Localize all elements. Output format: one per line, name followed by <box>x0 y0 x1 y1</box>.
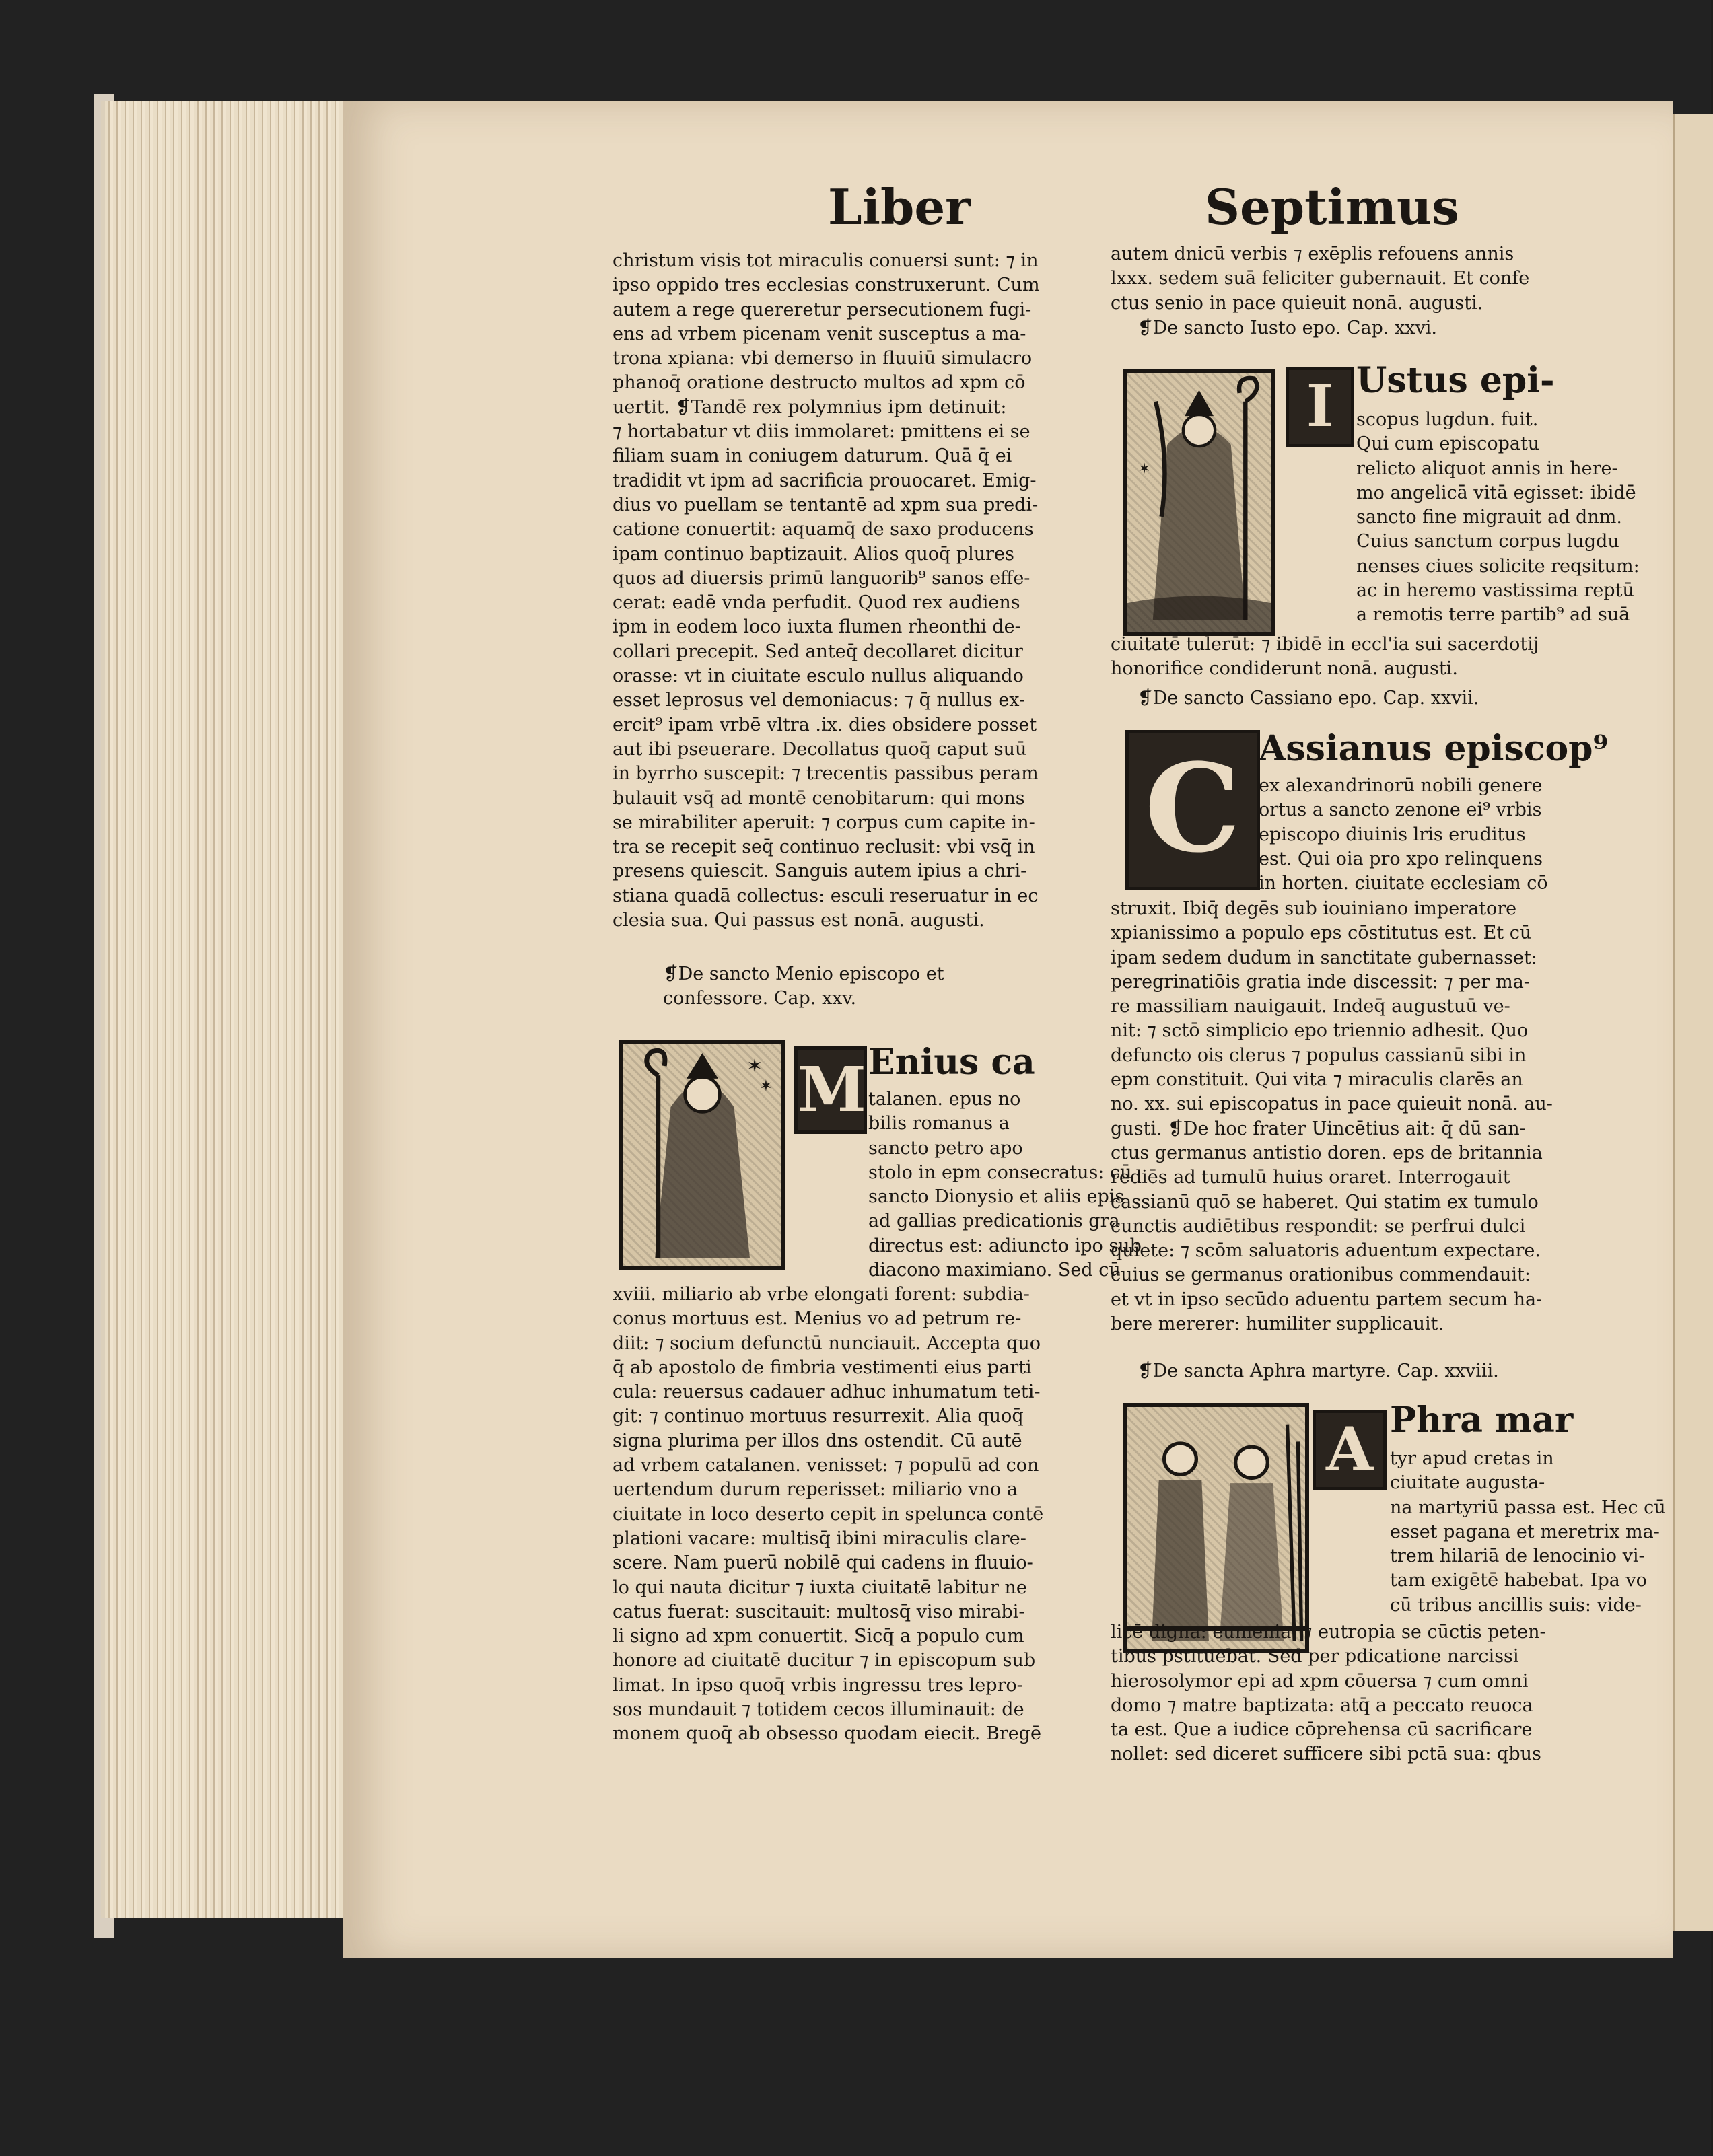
text-line: conus mortuus est. Menius vo ad petrum re- <box>613 1308 1022 1330</box>
woodcut-bishop-menius <box>619 1040 785 1270</box>
text-line: ipm in eodem loco iuxta flumen rheonthi de- <box>613 616 1021 638</box>
text-line: bere mererer: humiliter supplicauit. <box>1111 1314 1444 1335</box>
text-line: uertendum durum reperisset: miliario vno a <box>613 1479 1018 1501</box>
text-line: a remotis terre partib⁹ ad suā <box>1356 604 1630 626</box>
text-line: stiana quadā collectus: esculi reseruatur in ec <box>613 885 1039 906</box>
text-line: sancto fine migrauit ad dnm. <box>1356 507 1622 528</box>
text-line: dius vo puellam se tentantē ad xpm sua predi- <box>613 494 1039 515</box>
text-line: relicto aliquot annis in here- <box>1356 458 1618 479</box>
right-column-text-after-iustus <box>1111 633 1592 682</box>
text-line: epm constituit. Qui vita ⁊ miraculis clarēs an <box>1111 1069 1523 1091</box>
text-line: domo ⁊ matre baptizata: atq̄ a peccato reuoca <box>1111 1694 1533 1716</box>
text-line: stolo in epm consecratus: cū <box>868 1161 1132 1183</box>
text-line: uertit. ❡Tandē rex polymnius ipm detinuit: <box>613 396 1007 418</box>
text-line: cuius se germanus orationibus commendauit: <box>1111 1264 1531 1286</box>
facing-page-edge <box>1673 114 1713 1931</box>
menius-opening: Enius ca <box>868 1042 1035 1083</box>
text-line: catione conuertit: aquamq̄ de saxo producens <box>613 519 1034 540</box>
text-line: tra se recepit seq̄ continuo reclusit: vbi vsq̄ in <box>613 836 1035 858</box>
text-line: ac in heremo vastissima reptū <box>1356 580 1634 602</box>
initial-a: A <box>1313 1410 1387 1490</box>
text-line: Cuius sanctum corpus lugdu <box>1356 531 1619 552</box>
text-line: defuncto ois clerus ⁊ populus cassianū sibi in <box>1111 1044 1527 1066</box>
text-line: autem a rege quereretur persecutionem fugi- <box>613 299 1032 320</box>
text-line: rediēs ad tumulū huius oraret. Interrogauit <box>1111 1167 1510 1188</box>
text-line: orasse: vt in ciuitate esculo nullus aliquando <box>613 666 1024 687</box>
text-line: ortus a sancto zenone ei⁹ vrbis <box>1259 799 1542 821</box>
text-line: cula: reuersus cadauer adhuc inhumatum teti- <box>613 1381 1041 1403</box>
left-column-text-bottom <box>613 1283 1100 1747</box>
right-column-text-top <box>1111 242 1592 316</box>
text-line: ❡De sancto Menio episcopo et <box>663 964 944 984</box>
text-line: re massiliam nauigauit. Indeq̄ augustuū ve- <box>1111 996 1510 1017</box>
text-line: se mirabiliter aperuit: ⁊ corpus cum capite in- <box>613 812 1035 833</box>
chapter-28-heading: ❡De sancta Aphra martyre. Cap. xxviii. <box>1138 1361 1499 1381</box>
text-line: peregrinatiōis gratia inde discessit: ⁊ per ma- <box>1111 971 1530 993</box>
text-line: ⁊ hortabatur vt diis immolaret: pmittens ei se <box>613 421 1030 443</box>
text-line: signa plurima per illos dns ostendit. Cū autē <box>613 1430 1022 1451</box>
page-stack-edge <box>101 101 347 1918</box>
text-line: xpianissimo a populo eps cōstitutus est. Et cū <box>1111 923 1532 944</box>
right-column-text-middle <box>1111 897 1592 1336</box>
text-line: quiete: ⁊ scōm saluatoris aduentum expectare. <box>1111 1240 1541 1262</box>
running-head-right: Septimus <box>1205 178 1459 236</box>
text-line: diacono maximiano. Sed cū <box>868 1260 1121 1281</box>
text-line: licē digna: eumenia: ⁊ eutropia se cūctis peten- <box>1111 1622 1546 1643</box>
text-line: nit: ⁊ sctō simplicio epo triennio adhesit. Quo <box>1111 1020 1529 1042</box>
text-line: ctus germanus antistio doren. eps de britannia <box>1111 1142 1543 1163</box>
text-line: diit: ⁊ socium defunctū nunciauit. Accepta quo <box>613 1332 1041 1354</box>
text-line: struxit. Ibiq̄ degēs sub iouiniano imperatore <box>1111 898 1517 919</box>
menius-text-beside <box>868 1087 1142 1283</box>
text-line: in byrrho suscepit: ⁊ trecentis passibus peram <box>613 763 1039 785</box>
text-line: trem hilariā de lenocinio vi- <box>1390 1546 1645 1567</box>
text-line: ad vrbem catalanen. venisset: ⁊ populū ad con <box>613 1455 1039 1476</box>
text-line: cerat: eadē vnda perfudit. Quod rex audiens <box>613 592 1020 614</box>
initial-c: C <box>1125 730 1260 890</box>
text-line: catus fuerat: suscitauit: multosq̄ viso mirabi- <box>613 1601 1025 1622</box>
aphra-opening: Phra mar <box>1390 1400 1574 1441</box>
text-line: cunctis audiētibus respondit: se perfrui dulci <box>1111 1215 1526 1237</box>
aphra-text-beside <box>1390 1447 1666 1618</box>
text-line: git: ⁊ continuo mortuus resurrexit. Alia quoq̄ <box>613 1406 1024 1427</box>
text-line: plationi vacare: multisq̄ ibini miraculis clare- <box>613 1528 1026 1549</box>
text-line: sancto Dionysio et aliis epis <box>868 1186 1125 1208</box>
text-line: q̄ ab apostolo de fimbria vestimenti eius parti <box>613 1357 1032 1378</box>
text-line: ens ad vrbem picenam venit susceptus a ma- <box>613 323 1026 345</box>
text-line: gusti. ❡De hoc frater Uincētius ait: q̄ dū san- <box>1111 1118 1526 1139</box>
svg-text:✶: ✶ <box>746 1054 763 1077</box>
text-line: sancto petro apo <box>868 1137 1023 1159</box>
text-line: ercit⁹ ipam vrbē vltra .ix. dies obsidere posset <box>613 714 1037 735</box>
text-line: talanen. epus no <box>868 1089 1021 1110</box>
text-line: tyr apud cretas in <box>1390 1448 1554 1469</box>
woodcut-saint-iustus <box>1123 369 1275 636</box>
text-line: nenses ciues solicite reqsitum: <box>1356 555 1640 577</box>
text-line: ex alexandrinorū nobili genere <box>1259 775 1543 796</box>
text-line: bilis romanus a <box>868 1113 1010 1135</box>
text-line: autem dnicū verbis ⁊ exēplis refouens annis <box>1111 244 1514 264</box>
chapter-25-heading <box>663 962 1100 1011</box>
running-head-left: Liber <box>828 178 971 236</box>
woodcut-saint-aphra <box>1123 1403 1309 1653</box>
text-line: ctus senio in pace quieuit nonā. augusti. <box>1111 292 1483 314</box>
cassianus-opening: Assianus episcop⁹ <box>1259 728 1609 769</box>
text-line: monem quoq̄ ab obsesso quodam eiecit. Bregē <box>613 1723 1041 1745</box>
text-line: lo qui nauta dicitur ⁊ iuxta ciuitatē labitur ne <box>613 1577 1027 1598</box>
text-line: aut ibi pseuerare. Decollatus quoq̄ caput suū <box>613 738 1027 760</box>
text-line: tam exigētē habebat. Ipa vo <box>1390 1570 1647 1591</box>
text-line: Qui cum episcopatu <box>1356 433 1540 455</box>
text-line: nollet: sed diceret sufficere sibi pctā sua: qbus <box>1111 1744 1541 1765</box>
text-line: ipam sedem dudum in sanctitate gubernasset: <box>1111 947 1537 968</box>
text-line: in horten. ciuitate ecclesiam cō <box>1259 873 1548 894</box>
text-line: trona xpiana: vbi demerso in fluuiū simulacro <box>613 348 1033 369</box>
iustus-text-beside <box>1356 408 1640 628</box>
text-line: esset pagana et meretrix ma- <box>1390 1521 1660 1542</box>
text-line: mo angelicā vitā egisset: ibidē <box>1356 482 1636 503</box>
text-line: ad gallias predicationis gra <box>868 1211 1120 1232</box>
initial-i: I <box>1286 367 1354 447</box>
text-line: ta est. Que a iudice cōprehensa cū sacrificare <box>1111 1719 1533 1741</box>
text-line: bulauit vsq̄ ad montē cenobitarum: qui mons <box>613 787 1025 809</box>
text-line: christum visis tot miraculis conuersi sunt: ⁊ in <box>613 250 1039 271</box>
iustus-opening: Ustus epi- <box>1356 360 1555 401</box>
text-line: quos ad diuersis primū languorib⁹ sanos effe- <box>613 567 1030 589</box>
text-line: cassianū quō se haberet. Qui statim ex tumulo <box>1111 1191 1539 1213</box>
text-line: esset leprosus vel demoniacus: ⁊ q̄ nullus ex- <box>613 690 1026 711</box>
text-line: xviii. miliario ab vrbe elongati forent: subdia- <box>613 1284 1030 1305</box>
text-line: honore ad ciuitatē ducitur ⁊ in episcopum sub <box>613 1650 1036 1672</box>
cassianus-text-beside <box>1259 774 1592 896</box>
text-line: ciuitatē tulerūt: ⁊ ibidē in eccl'ia sui sacerdotij <box>1111 634 1539 655</box>
initial-m: M <box>794 1046 867 1134</box>
text-line: phanoq̄ oratione destructo multos ad xpm cō <box>613 372 1026 394</box>
text-line: sos mundauit ⁊ totidem cecos illuminauit: de <box>613 1699 1024 1721</box>
text-line: honorifice condiderunt nonā. augusti. <box>1111 658 1458 680</box>
text-line: limat. In ipso quoq̄ vrbis ingressu tres lepro- <box>613 1674 1023 1696</box>
text-line: lxxx. sedem suā feliciter gubernauit. Et confe <box>1111 268 1530 289</box>
left-column-text-top <box>613 249 1100 933</box>
text-line: cū tribus ancillis suis: vide- <box>1390 1594 1642 1616</box>
text-line: filiam suam in coniugem daturum. Quā q̄ ei <box>613 445 1012 467</box>
text-line: na martyriū passa est. Hec cū <box>1390 1497 1666 1518</box>
text-line: et vt in ipso secūdo aduentu partem secum ha- <box>1111 1289 1543 1310</box>
text-line: episcopo diuinis lris eruditus <box>1259 824 1526 845</box>
text-line: no. xx. sui episcopatus in pace quieuit nonā. au- <box>1111 1093 1553 1115</box>
text-line: ciuitate augusta- <box>1390 1472 1545 1494</box>
text-line: tradidit vt ipm ad sacrificia prouocaret. Emig- <box>613 470 1037 491</box>
text-line: li signo ad xpm conuertit. Sicq̄ a populo cum <box>613 1626 1024 1647</box>
text-line: ipso oppido tres ecclesias construxerunt. Cum <box>613 275 1040 296</box>
chapter-27-heading: ❡De sancto Cassiano epo. Cap. xxvii. <box>1138 688 1479 709</box>
text-line: directus est: adiuncto ipo sub <box>868 1235 1142 1256</box>
text-line: scopus lugdun. fuit. <box>1356 409 1539 430</box>
chapter-26-heading: ❡De sancto Iusto epo. Cap. xxvi. <box>1138 318 1437 338</box>
svg-text:✶: ✶ <box>1138 460 1151 478</box>
text-line: scere. Nam puerū nobilē qui cadens in fluuio- <box>613 1552 1033 1574</box>
text-line: presens quiescit. Sanguis autem ipius a chri- <box>613 861 1027 882</box>
text-line: est. Qui oia pro xpo relinquens <box>1259 848 1543 869</box>
right-column-text-bottom <box>1111 1620 1592 1767</box>
text-line: tibus pstituebat. Sed per pdicatione narcissi <box>1111 1646 1519 1667</box>
text-line: clesia sua. Qui passus est nonā. augusti. <box>613 910 985 931</box>
text-line: hierosolymor epi ad xpm cōuersa ⁊ cum omni <box>1111 1670 1529 1692</box>
text-line: confessore. Cap. xxv. <box>663 988 857 1009</box>
text-line: ciuitate in loco deserto cepit in spelunca contē <box>613 1503 1044 1525</box>
text-line: collari precepit. Sed anteq̄ decollaret dicitur <box>613 641 1023 662</box>
svg-text:✶: ✶ <box>759 1076 773 1095</box>
text-line: ipam continuo baptizauit. Alios quoq̄ plures <box>613 543 1014 565</box>
